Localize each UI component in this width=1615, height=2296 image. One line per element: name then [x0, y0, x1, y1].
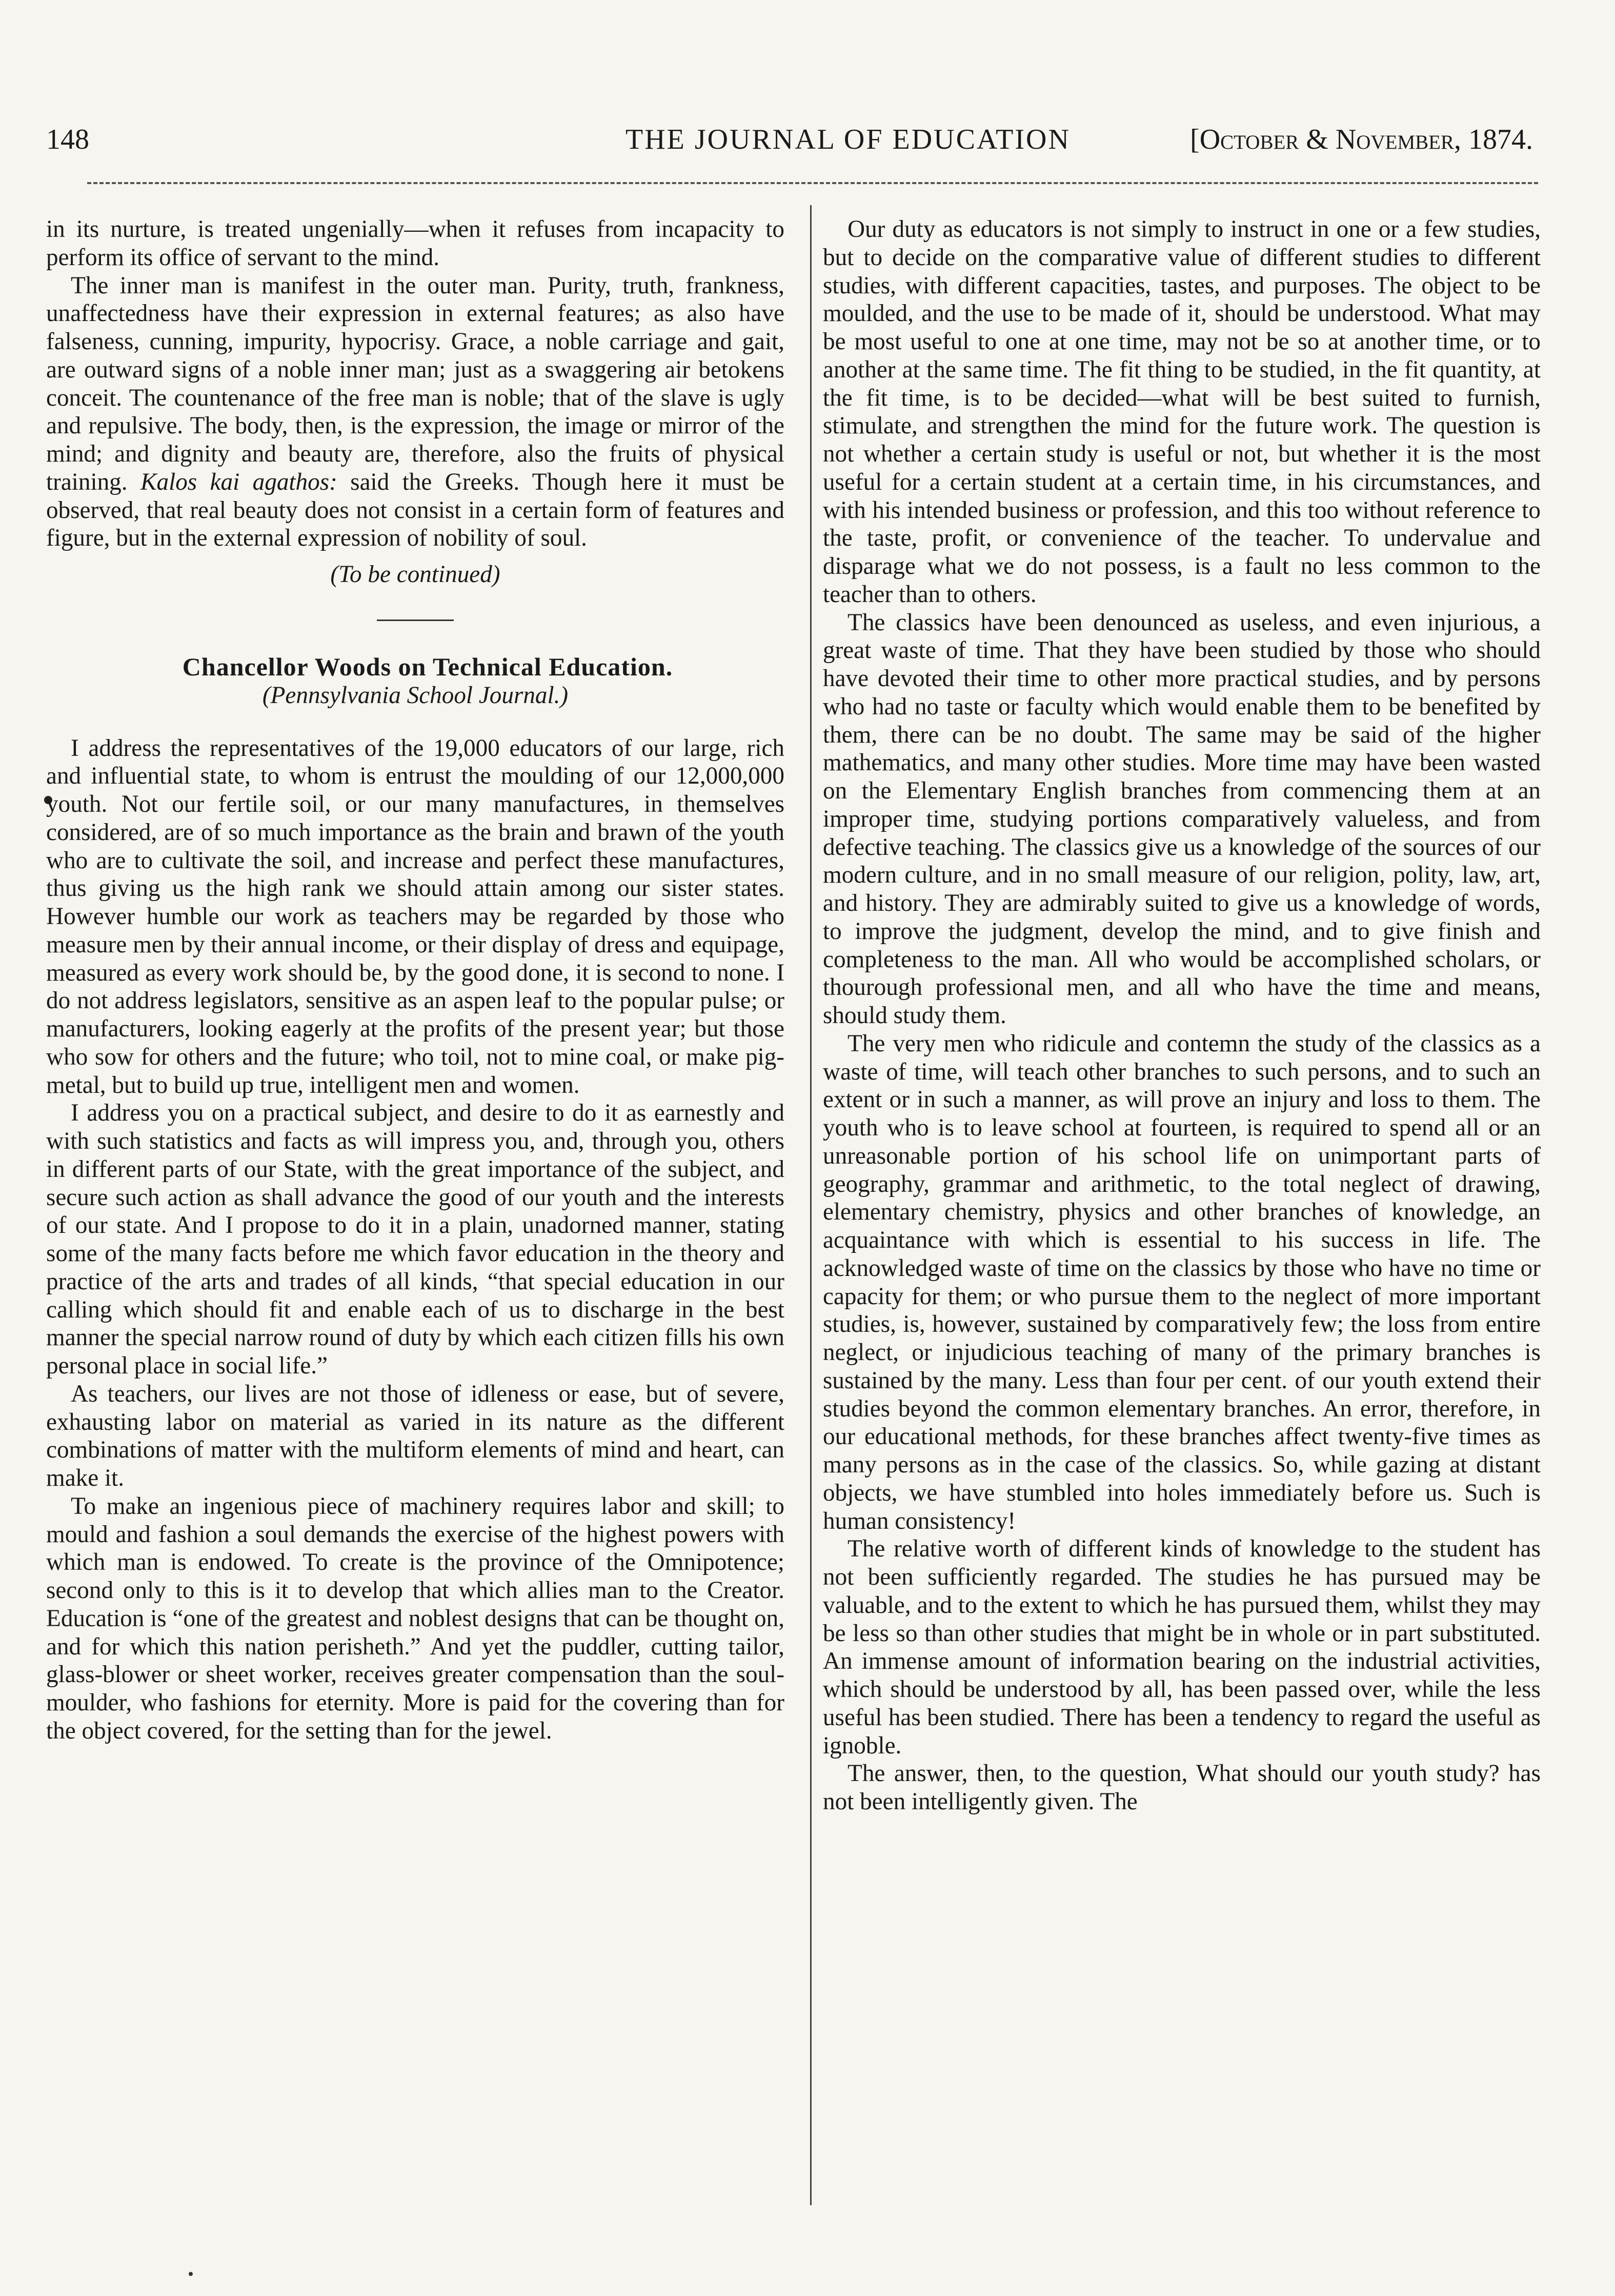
paragraph-text: The inner man is manifest in the outer man. Purity, truth, frankness, unaffectedness have their expression in external features; as also have falseness, cunning, impurity, hypocrisy. Grace, a noble carriage and gait, are outward signs of a noble inner man; just as a swaggering air betokens conceit. The countenance of the free man is noble; that of the slave is ugly and repulsive. The body, then, is the expression, the image or mirror of the mind; and dignity and beauty are, therefore, also the fruits of physical training. — [46, 272, 784, 495]
paragraph-text: said the Greeks. Though here it must be observed, that real beauty does not consist in a certain form of features and figure, but in the external expression of nobility of soul. — [46, 468, 785, 552]
journal-title: THE JOURNAL OF EDUCATION — [625, 124, 1071, 155]
paragraph: The relative worth of different kinds of knowledge to the student has not been sufficiently regarded. The studies he has pursued may be valuable, and to the extent to which he has pursued them, whilst they may be less so than other studies that might be in whole or in part substituted. An immense amount of information bearing on the industrial activities, which should be understood by all, has been passed over, while the less useful has been studied. There has been a tendency to regard the useful as ignoble. — [823, 1535, 1541, 1759]
column-divider — [810, 205, 812, 2205]
article-title: Chancellor Woods on Technical Education. — [182, 652, 673, 681]
article-source: (Pennsylvania School Journal.) — [262, 682, 569, 709]
issue-date: [October & November, 1874. — [1190, 124, 1533, 155]
paragraph: To make an ingenious piece of machinery requires labor and skill; to mould and fashion a soul demands the exercise of the highest powers with which man is endowed. To create is the province of the Omnipotence; second only to this is it to develop that which allies man to the Creator. Education is “one of the greatest and noblest designs that can be thought on, and for which this nation perisheth.” And yet the puddler, cutting tailor, glass-blower or sheet worker, receives greater compensation than the soul-moulder, who fashions for eternity. More is paid for the covering than for the object covered, for the setting than for the jewel. — [46, 1492, 784, 1744]
paragraph — [46, 272, 784, 553]
paragraph: The very men who ridicule and contemn the study of the classics as a waste of time, will teach other branches to such persons, and to such an extent or in such a manner, as will prove an injury and loss to them. The youth who is to leave school at fourteen, is required to spend all or an unreasonable portion of his school life on unimportant parts of geography, grammar and arithmetic, to the total neglect of drawing, elementary chemistry, physics and other branches of knowledge, an acquaintance with which is essential to his success in life. The acknowledged waste of time on the classics by those who have no time or capacity for them; or who pursue them to the neglect of more important studies, is, however, sustained by comparatively few; the loss from entire neglect, or injudicious teaching of many of the primary branches is sustained by the many. Less than four per cent. of our youth extend their studies beyond the common elementary branches. An error, therefore, in our educational methods, for these branches affect twenty-five times as many persons as in the case of the classics. So, while gazing at distant objects, we have stumbled into holes immediately before us. Such is human consistency! — [823, 1030, 1541, 1534]
paragraph: As teachers, our lives are not those of idleness or ease, but of severe, exhausting labor on material as varied in its nature as the different combinations of matter with the multiform elements of mind and heart, can make it. — [46, 1380, 784, 1491]
page-header — [46, 123, 1533, 169]
ink-speck — [189, 2272, 193, 2276]
paragraph: The classics have been denounced as useless, and even injurious, a great waste of time. That they have been studied by those who should have devoted their time to other more practical studies, and by persons who had no taste or faculty which would enable them to be benefited by them, there can be no doubt. The same may be said of the higher mathematics, and many other studies. More time may have been wasted on the Elementary English branches from commencing them at an improper time, studying portions comparatively valueless, and from defective teaching. The classics give us a knowledge of the sources of our modern culture, and in no small measure of our religion, polity, law, art, and history. They are admirably suited to give us a knowledge of words, to improve the judgment, develop the mind, and to give finish and completeness to the man. All who would be accomplished scholars, or thourough professional men, and all who have the time and means, should study them. — [823, 609, 1541, 1029]
paragraph: in its nurture, is treated ungenially—when it refuses from incapacity to perform its office of servant to the mind. — [46, 216, 784, 271]
section-separator — [377, 620, 454, 621]
header-rule — [87, 182, 1538, 184]
paragraph: Our duty as educators is not simply to instruct in one or a few studies, but to decide on the comparative value of different studies to different studies, with different capacities, tastes, and purposes. The object to be moulded, and the use to be made of it, should be understood. What may be most useful to one at one time, may not be so at another time, or to another at the same time. The fit thing to be studied, in the fit quantity, at the fit time, is to be decided—what will be best suited to furnish, stimulate, and strengthen the mind for the future work. The question is not whether a certain study is useful or not, but whether it is the most useful for a certain student at a certain time, in his circumstances, and with his intended business or profession, and this too without reference to the taste, profit, or convenience of the teacher. To undervalue and disparage what we do not possess, is a fault no less common to the teacher than to others. — [823, 216, 1541, 608]
greek-phrase: Kalos kai agathos: — [140, 468, 337, 495]
to-be-continued-note: (To be continued) — [330, 561, 500, 588]
paragraph: The answer, then, to the question, What should our youth study? has not been intelligently given. The — [823, 1760, 1541, 1815]
paragraph: I address you on a practical subject, and desire to do it as earnestly and with such statistics and facts as will impress you, and, through you, others in different parts of our State, with the great importance of the subject, and secure such action as shall advance the good of our youth and the interests of our state. And I propose to do it in a plain, unadorned manner, stating some of the many facts before me which favor education in the theory and practice of the arts and trades of all kinds, “that special education in our calling which should fit and enable each of us to discharge in the best manner the special narrow round of duty by which each citizen fills his own personal place in social life.” — [46, 1100, 784, 1379]
left-column — [46, 215, 784, 1745]
page-number: 148 — [46, 124, 89, 155]
right-column — [823, 215, 1541, 1816]
paragraph: I address the representatives of the 19,000 educators of our large, rich and influential state, to whom is entrust the moulding of our 12,000,000 youth. Not our fertile soil, or our many manufactures, in themselves considered, are of so much importance as the brain and brawn of the youth who are to cultivate the soil, and increase and perfect these manufactures, thus giving us the high rank we should attain among our sister states. However humble our work as teachers may be regarded by those who measure men by their annual income, or their display of dress and equipage, measured as every work should be, by the good done, it is second to none. I do not address legislators, sensitive as an aspen leaf to the popular pulse; or manufacturers, looking eagerly at the profits of the present year; but those who sow for others and the future; who toil, not to mine coal, or make pig-metal, but to build up true, intelligent men and women. — [46, 734, 784, 1099]
